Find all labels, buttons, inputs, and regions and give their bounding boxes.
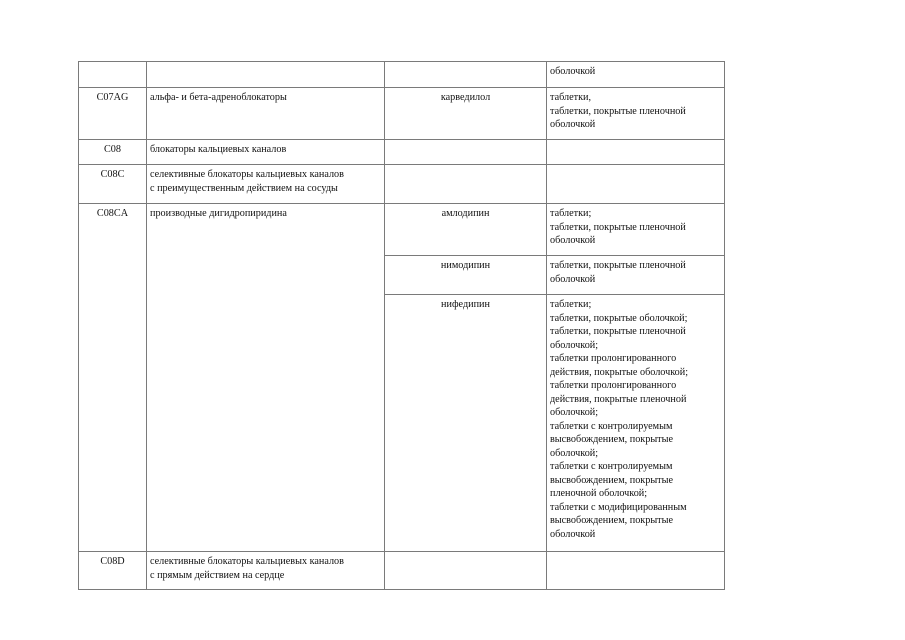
dosage-form-cell: таблетки; таблетки, покрытые оболочкой; таблетки, покрытые пленочной оболочкой; таблетки пролонгированного действия, покрытые оболочкой; таблетки пролонгированного действия, покрытые пленочной оболочкой; таблетки с контролируемым высвобождением, покрытые оболочкой; таблетки с контролируемым высвобождением, покрытые пленочной оболочкой; таблетки с модифицированным высвобождением, покрытые оболочкой [547,295,725,552]
dosage-form-cell [547,552,725,590]
group-name-cell: селективные блокаторы кальциевых каналов с преимущественным действием на сосуды [147,165,385,204]
atc-code-cell: C07AG [79,88,147,140]
drug-name-cell: нифедипин [385,295,547,552]
drug-classification-table [78,61,725,590]
group-name-cell: селективные блокаторы кальциевых каналов с прямым действием на сердце [147,552,385,590]
group-name-cell: альфа- и бета-адреноблокаторы [147,88,385,140]
group-name-cell [147,62,385,88]
table-row [79,165,725,204]
group-name-cell: производные дигидропиридина [147,204,385,552]
atc-code-cell [79,62,147,88]
drug-name-cell [385,552,547,590]
dosage-form-cell [547,165,725,204]
atc-code-cell: C08CA [79,204,147,552]
dosage-form-cell: таблетки; таблетки, покрытые пленочной оболочкой [547,204,725,256]
group-name-cell: блокаторы кальциевых каналов [147,140,385,165]
dosage-form-cell: таблетки, покрытые пленочной оболочкой [547,256,725,295]
atc-code-cell: C08D [79,552,147,590]
atc-code-cell: C08 [79,140,147,165]
table-row [79,140,725,165]
dosage-form-cell: оболочкой [547,62,725,88]
dosage-form-cell [547,140,725,165]
table-row [79,204,725,256]
atc-code-cell: C08C [79,165,147,204]
table-row [79,88,725,140]
drug-name-cell [385,165,547,204]
drug-name-cell [385,140,547,165]
drug-name-cell: нимодипин [385,256,547,295]
table-body [79,62,725,590]
dosage-form-cell: таблетки, таблетки, покрытые пленочной оболочкой [547,88,725,140]
table-row [79,62,725,88]
drug-name-cell: амлодипин [385,204,547,256]
drug-name-cell [385,62,547,88]
drug-name-cell: карведилол [385,88,547,140]
table-row [79,552,725,590]
